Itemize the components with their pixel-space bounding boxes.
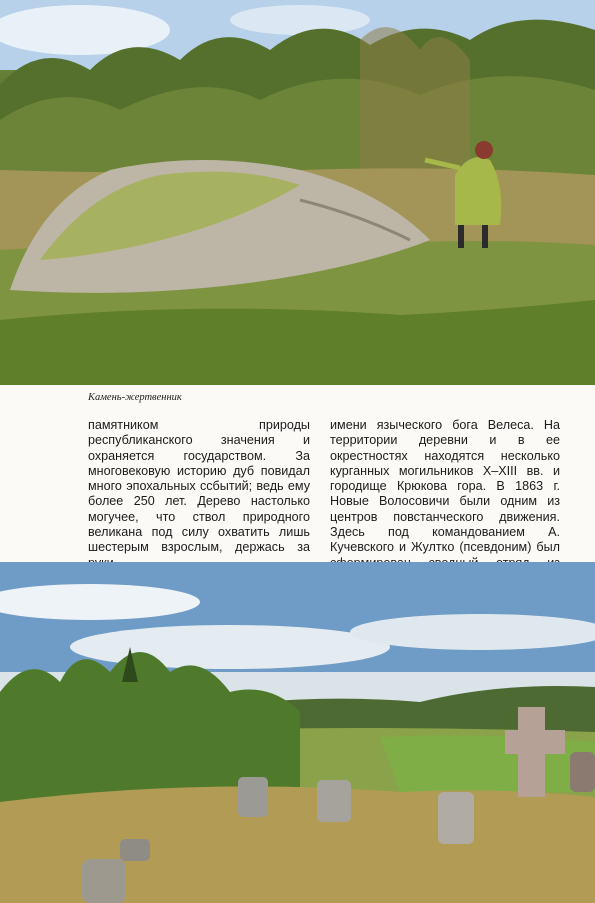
- photo-caption: Камень-жертвенник: [88, 392, 182, 403]
- photo-stone-crosses: [0, 562, 595, 903]
- photo-sacrificial-stone: [0, 0, 595, 385]
- paragraph-oak: памятником природы республиканского значения и охраняется государством. За многовековую историю дуб повидал много эпохальных ссбытий; ведь ему более 250 лет. Дерево настолько могучее, что ствол природного великана под силу охватить лишь шестерым взрослым, держась за: [88, 418, 310, 555]
- photo-stone-illustration: [0, 0, 595, 385]
- photo-crosses-illustration: [0, 562, 595, 903]
- paragraph-history: имени языческого бога Велеса. На территории деревни и в ее окрестностях находятся несколько курганных могильников X–XIII вв. и городище Крюкова гора. В 1863 г. Новые Волосовичи были одним из центров повстанческого движения. Здесь под командованием А. Кучевского и Жултко (псевдоним) был: [330, 418, 560, 555]
